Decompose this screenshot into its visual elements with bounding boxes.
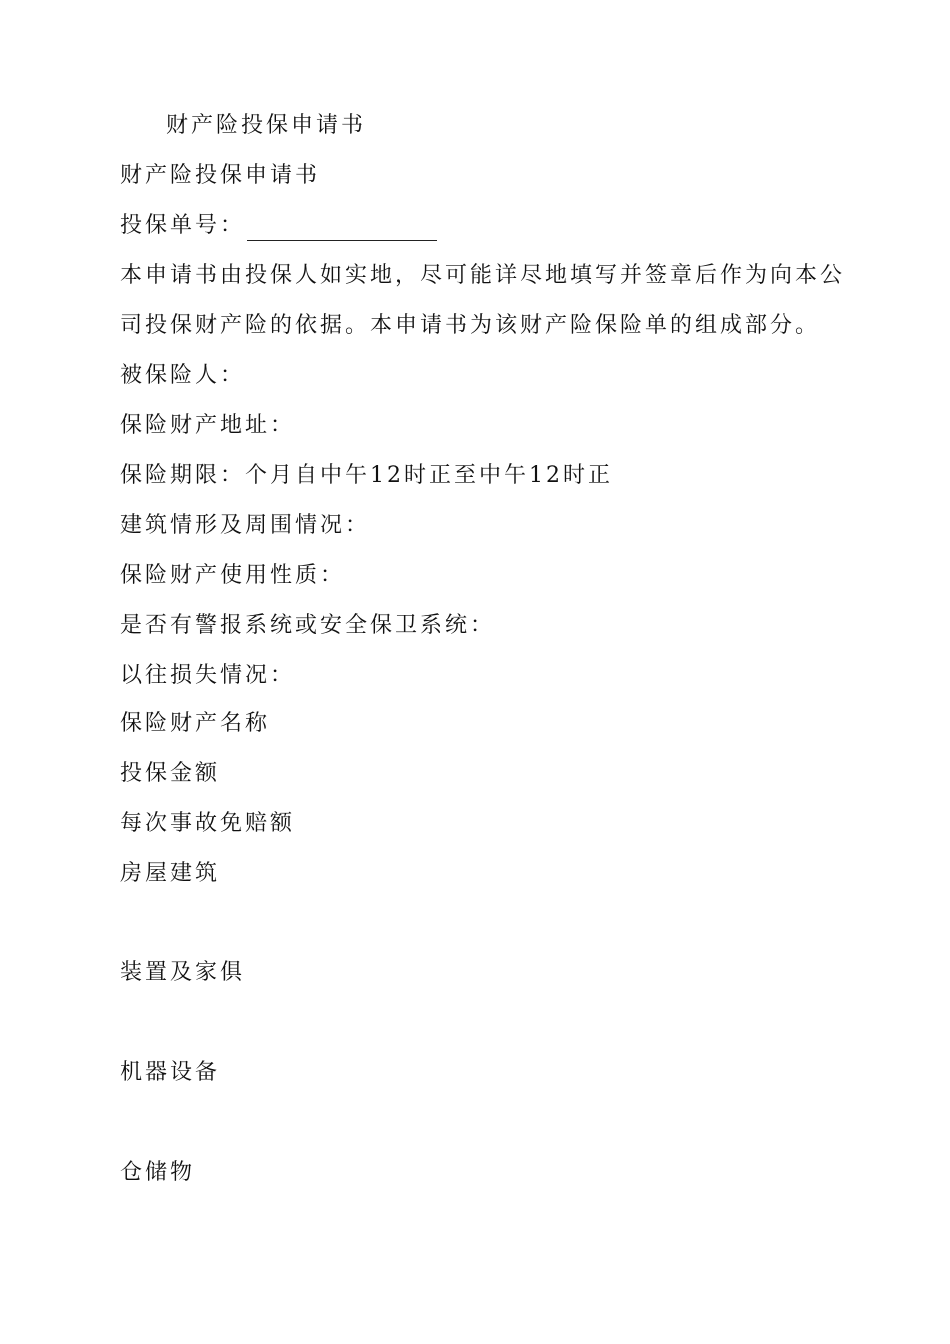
intro-line-2: 司投保财产险的依据。本申请书为该财产险保险单的组成部分。 bbox=[120, 313, 821, 338]
alarm-field: 是否有警报系统或安全保卫系统： bbox=[120, 613, 496, 638]
insured-field: 被保险人： bbox=[120, 363, 246, 388]
machinery-label: 机器设备 bbox=[120, 1060, 221, 1085]
loss-history-field: 以往损失情况： bbox=[120, 663, 296, 688]
property-name-label: 保险财产名称 bbox=[120, 711, 271, 736]
intro-line-1: 本申请书由投保人如实地，尽可能详尽地填写并签章后作为向本公 bbox=[120, 263, 846, 288]
building-field: 建筑情形及周围情况： bbox=[120, 513, 371, 538]
application-number-row bbox=[120, 211, 437, 241]
fixtures-label: 装置及家俱 bbox=[120, 960, 246, 985]
application-number-blank bbox=[247, 218, 437, 241]
period-field: 保险期限：个月自中午12时正至中午12时正 bbox=[120, 463, 613, 488]
usage-field: 保险财产使用性质： bbox=[120, 563, 346, 588]
application-number-label: 投保单号： bbox=[120, 213, 246, 238]
document-heading: 财产险投保申请书 bbox=[166, 113, 367, 138]
address-field: 保险财产地址： bbox=[120, 413, 296, 438]
document-title: 财产险投保申请书 bbox=[120, 163, 321, 188]
sum-insured-label: 投保金额 bbox=[120, 761, 221, 786]
house-label: 房屋建筑 bbox=[120, 861, 221, 886]
stock-label: 仓储物 bbox=[120, 1160, 196, 1185]
deductible-label: 每次事故免赔额 bbox=[120, 811, 296, 836]
